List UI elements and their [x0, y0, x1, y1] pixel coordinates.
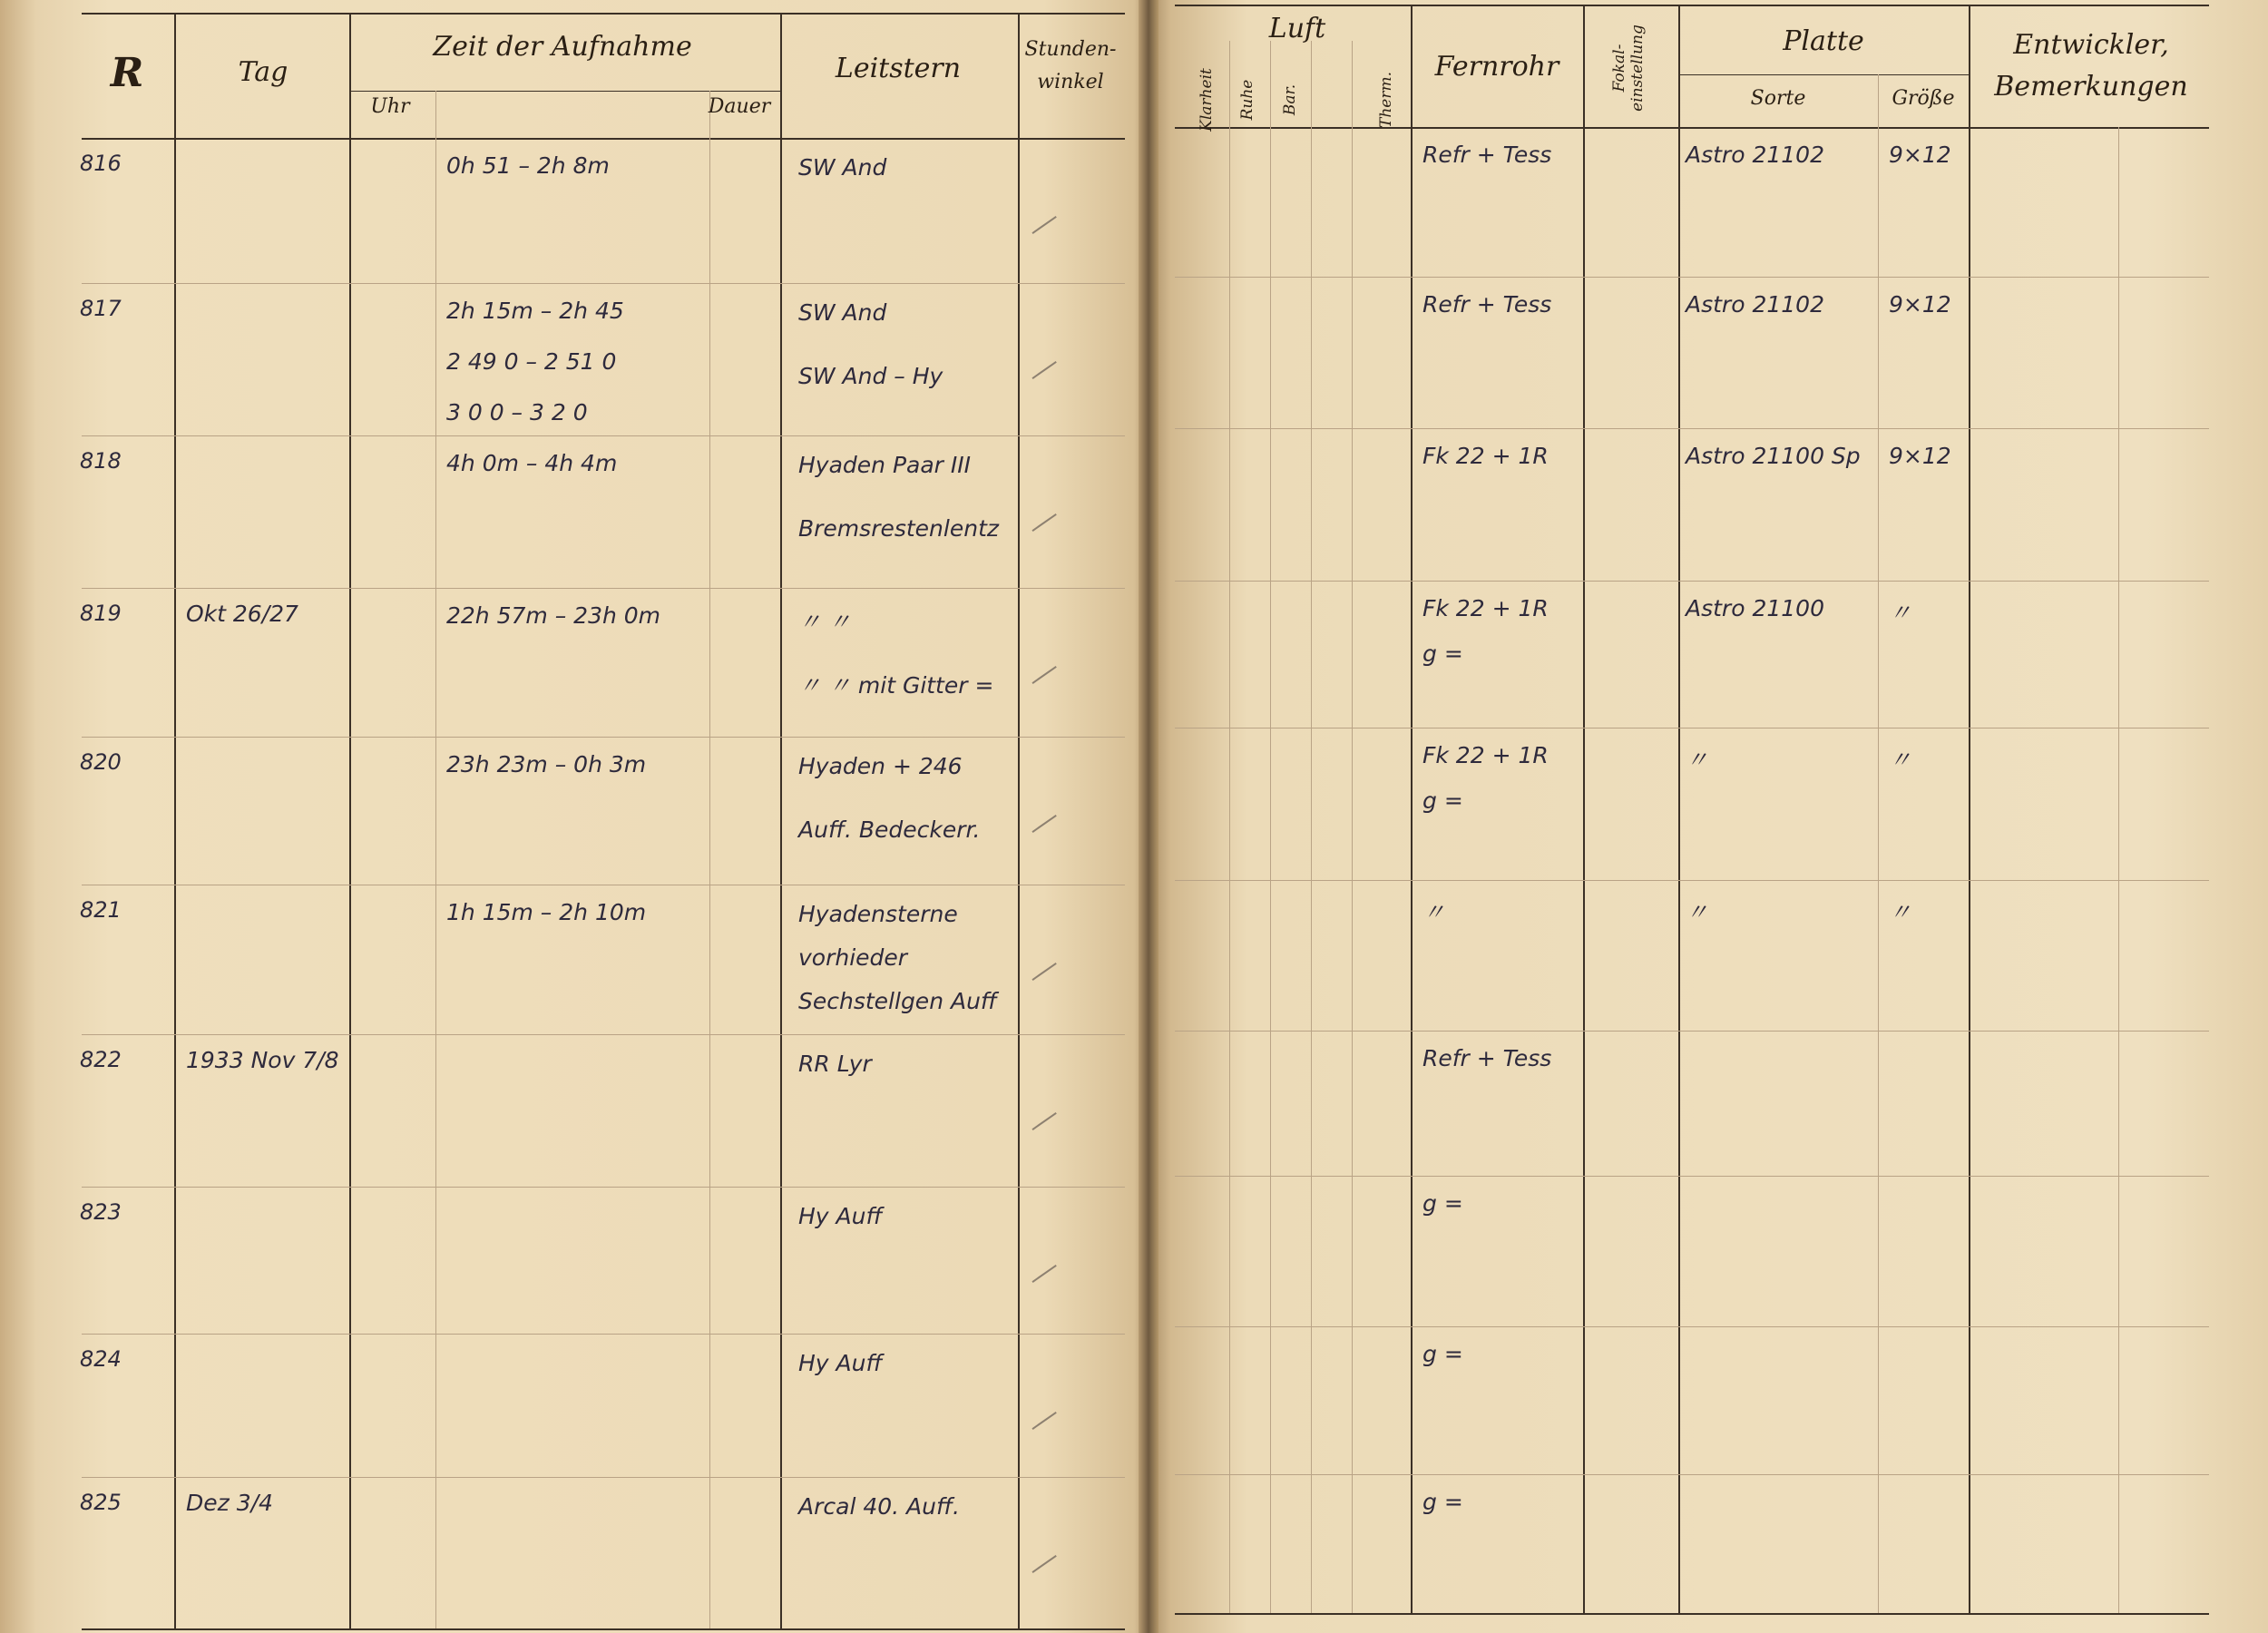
header-stundenwinkel-2: winkel	[1037, 71, 1104, 93]
row-number: 823	[80, 1199, 122, 1225]
rule-top	[1175, 5, 2209, 6]
row-separator	[82, 435, 1125, 436]
row-separator	[82, 1034, 1125, 1035]
col-rule	[1678, 5, 1680, 1613]
col-rule	[1583, 5, 1585, 1613]
row-tag: Dez 3/4	[186, 1490, 273, 1516]
row-leitstern: Bremsrestenlentz	[798, 515, 999, 542]
header-dauer: Dauer	[708, 95, 771, 118]
col-rule	[435, 91, 436, 1628]
book-spine	[1139, 0, 1158, 1633]
row-number: 819	[80, 601, 122, 626]
row-separator	[82, 737, 1125, 738]
row-sorte: 〃	[1686, 899, 1709, 925]
rule-header-bottom	[82, 138, 1125, 140]
row-zeit: 2h 15m – 2h 45	[446, 298, 624, 324]
row-separator	[1175, 880, 2209, 881]
row-leitstern: Hyaden + 246	[798, 753, 963, 779]
col-rule	[1969, 5, 1970, 1613]
row-fernrohr: 〃	[1422, 899, 1446, 925]
row-groesse: 〃	[1889, 747, 1912, 773]
col-rule	[174, 13, 176, 1628]
row-number: 816	[80, 151, 122, 176]
rule-platte-sub	[1678, 74, 1969, 75]
row-tag: 1933 Nov 7/8	[186, 1047, 339, 1073]
header-platte: Platte	[1783, 25, 1864, 57]
row-separator	[1175, 428, 2209, 429]
row-fernrohr: Refr + Tess	[1422, 142, 1552, 168]
row-number: 825	[80, 1490, 122, 1515]
row-leitstern: 〃 〃	[798, 609, 851, 635]
header-leitstern: Leitstern	[835, 53, 962, 84]
row-groesse: 〃	[1889, 899, 1912, 925]
header-ruhe: Ruhe	[1238, 79, 1256, 121]
rule-top	[82, 13, 1125, 15]
row-leitstern: SW And – Hy	[798, 363, 943, 389]
row-zeit: 0h 51 – 2h 8m	[446, 152, 610, 179]
col-rule	[2118, 127, 2119, 1613]
row-sorte: Astro 21100	[1686, 595, 1824, 621]
row-number: 820	[80, 749, 122, 775]
header-sorte: Sorte	[1750, 87, 1806, 110]
row-number: 822	[80, 1047, 122, 1072]
col-rule	[1018, 13, 1020, 1628]
header-klarheit: Klarheit	[1198, 68, 1216, 132]
row-fernrohr: Fk 22 + 1R	[1422, 742, 1549, 768]
row-groesse: 9×12	[1889, 142, 1951, 168]
row-separator	[82, 1477, 1125, 1478]
header-entwickler-1: Entwickler,	[2013, 29, 2169, 61]
row-separator	[82, 588, 1125, 589]
row-fernrohr: g =	[1422, 787, 1463, 814]
row-groesse: 9×12	[1889, 291, 1951, 318]
row-fernrohr: Fk 22 + 1R	[1422, 595, 1549, 621]
row-fernrohr: Refr + Tess	[1422, 1045, 1552, 1071]
header-therm: Therm.	[1377, 72, 1395, 128]
row-leitstern: RR Lyr	[798, 1051, 872, 1077]
row-sorte: 〃	[1686, 747, 1709, 773]
row-separator	[1175, 1176, 2209, 1177]
row-zeit: 1h 15m – 2h 10m	[446, 899, 647, 925]
row-fernrohr: g =	[1422, 1341, 1463, 1367]
right-page	[1148, 0, 2268, 1633]
col-rule	[349, 13, 351, 1628]
row-groesse: 9×12	[1889, 443, 1951, 469]
row-leitstern: SW And	[798, 154, 887, 181]
row-fernrohr: g =	[1422, 1190, 1463, 1217]
row-zeit: 22h 57m – 23h 0m	[446, 602, 661, 629]
rule-bottom	[82, 1628, 1125, 1630]
row-leitstern: Hy Auff	[798, 1350, 883, 1376]
col-rule	[780, 13, 782, 1628]
row-zeit: 3 0 0 – 3 2 0	[446, 399, 588, 425]
row-leitstern: vorhieder	[798, 944, 908, 971]
header-fernrohr: Fernrohr	[1434, 51, 1559, 83]
row-separator	[82, 283, 1125, 284]
row-separator	[82, 1187, 1125, 1188]
row-tag: Okt 26/27	[186, 601, 298, 627]
col-rule	[1878, 74, 1879, 1613]
row-separator	[1175, 1031, 2209, 1032]
header-fokal: Fokal- einstellung	[1610, 24, 1647, 112]
row-leitstern: SW And	[798, 299, 887, 326]
rule-bottom	[1175, 1613, 2209, 1615]
row-sorte: Astro 21100 Sp	[1686, 443, 1861, 469]
col-rule	[1411, 5, 1413, 1613]
row-fernrohr: g =	[1422, 640, 1463, 667]
row-separator	[1175, 1326, 2209, 1327]
row-fernrohr: g =	[1422, 1489, 1463, 1515]
row-leitstern: Auff. Bedeckerr.	[798, 816, 981, 843]
row-groesse: 〃	[1889, 600, 1912, 626]
row-separator	[1175, 277, 2209, 278]
header-uhr: Uhr	[370, 95, 410, 118]
row-separator	[1175, 581, 2209, 582]
row-leitstern: Arcal 40. Auff.	[798, 1493, 960, 1520]
row-sorte: Astro 21102	[1686, 291, 1824, 318]
header-groesse: Größe	[1892, 87, 1955, 110]
row-number: 818	[80, 448, 122, 474]
row-leitstern: Hyaden Paar III	[798, 452, 972, 478]
row-number: 817	[80, 296, 122, 321]
header-bar: Bar.	[1281, 83, 1299, 116]
col-rule	[709, 91, 710, 1628]
row-leitstern: 〃 〃 mit Gitter =	[798, 672, 994, 699]
row-separator	[1175, 1474, 2209, 1475]
row-separator	[82, 1334, 1125, 1335]
row-number: 821	[80, 897, 122, 923]
rule-zeit-sub	[349, 91, 780, 92]
row-zeit: 23h 23m – 0h 3m	[446, 751, 647, 777]
header-luft: Luft	[1268, 13, 1326, 44]
row-leitstern: Hyadensterne	[798, 901, 958, 927]
row-number: 824	[80, 1346, 122, 1372]
row-leitstern: Hy Auff	[798, 1203, 883, 1229]
rule-header-bottom	[1175, 127, 2209, 129]
header-tag: Tag	[238, 56, 288, 88]
header-zeit: Zeit der Aufnahme	[433, 31, 692, 63]
row-fernrohr: Fk 22 + 1R	[1422, 443, 1549, 469]
header-r: R	[110, 50, 144, 96]
row-fernrohr: Refr + Tess	[1422, 291, 1552, 318]
row-leitstern: Sechstellgen Auff	[798, 988, 997, 1014]
header-stundenwinkel-1: Stunden-	[1024, 38, 1117, 61]
row-zeit: 2 49 0 – 2 51 0	[446, 348, 617, 375]
header-entwickler-2: Bemerkungen	[1994, 71, 2188, 103]
row-sorte: Astro 21102	[1686, 142, 1824, 168]
row-zeit: 4h 0m – 4h 4m	[446, 450, 618, 476]
